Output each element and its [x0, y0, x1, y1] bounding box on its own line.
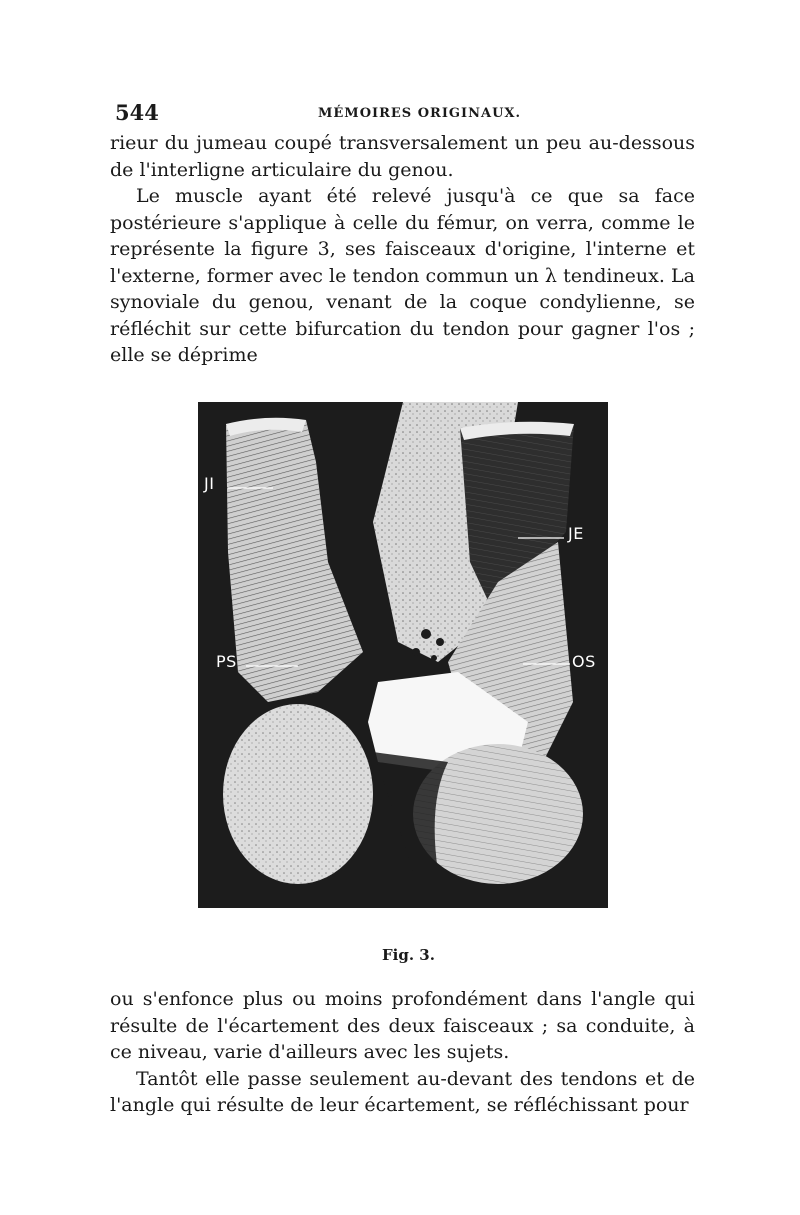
paragraph-tantot: Tantôt elle passe seulement au-devant des tendons et de l'angle qui résulte de leur écartement, se réfléchissant pour [110, 1067, 695, 1116]
figure-label-os: OS [572, 652, 596, 671]
figure-caption: Fig. 3. [382, 946, 435, 964]
page-number: 544 [115, 100, 159, 125]
knee-engraving-illustration [198, 402, 608, 908]
figure-label-je: JE [568, 524, 584, 543]
running-title: MÉMOIRES ORIGINAUX. [318, 106, 522, 121]
text-block-bottom [110, 986, 695, 1119]
paragraph-muscle: Le muscle ayant été relevé jusqu'à ce que sa face postérieure s'applique à celle du fémur, on verra, comme le représente la figure 3, ses faisceaux d'origine, l'interne et l'externe, former avec le tendon commun un λ tendineux. La synoviale du genou, venant de la coque condylienne, se réfléchit sur cette bifurcation du tendon pour gagner l'os ; elle se déprime [110, 185, 695, 366]
figure-label-ps: PS [216, 652, 237, 671]
anatomical-figure [198, 402, 608, 908]
paragraph-synovial-continuation: ou s'enfonce plus ou moins profondément dans l'angle qui résulte de l'écartement des deux faisceaux ; sa conduite, à ce niveau, varie d'ailleurs avec les sujets. [110, 988, 695, 1063]
figure-label-ji: JI [204, 474, 215, 493]
text-block-top [110, 130, 695, 369]
page-header [110, 100, 695, 126]
paragraph-continuation: rieur du jumeau coupé transversalement un peu au-dessous de l'interligne articulaire du genou. [110, 132, 695, 181]
